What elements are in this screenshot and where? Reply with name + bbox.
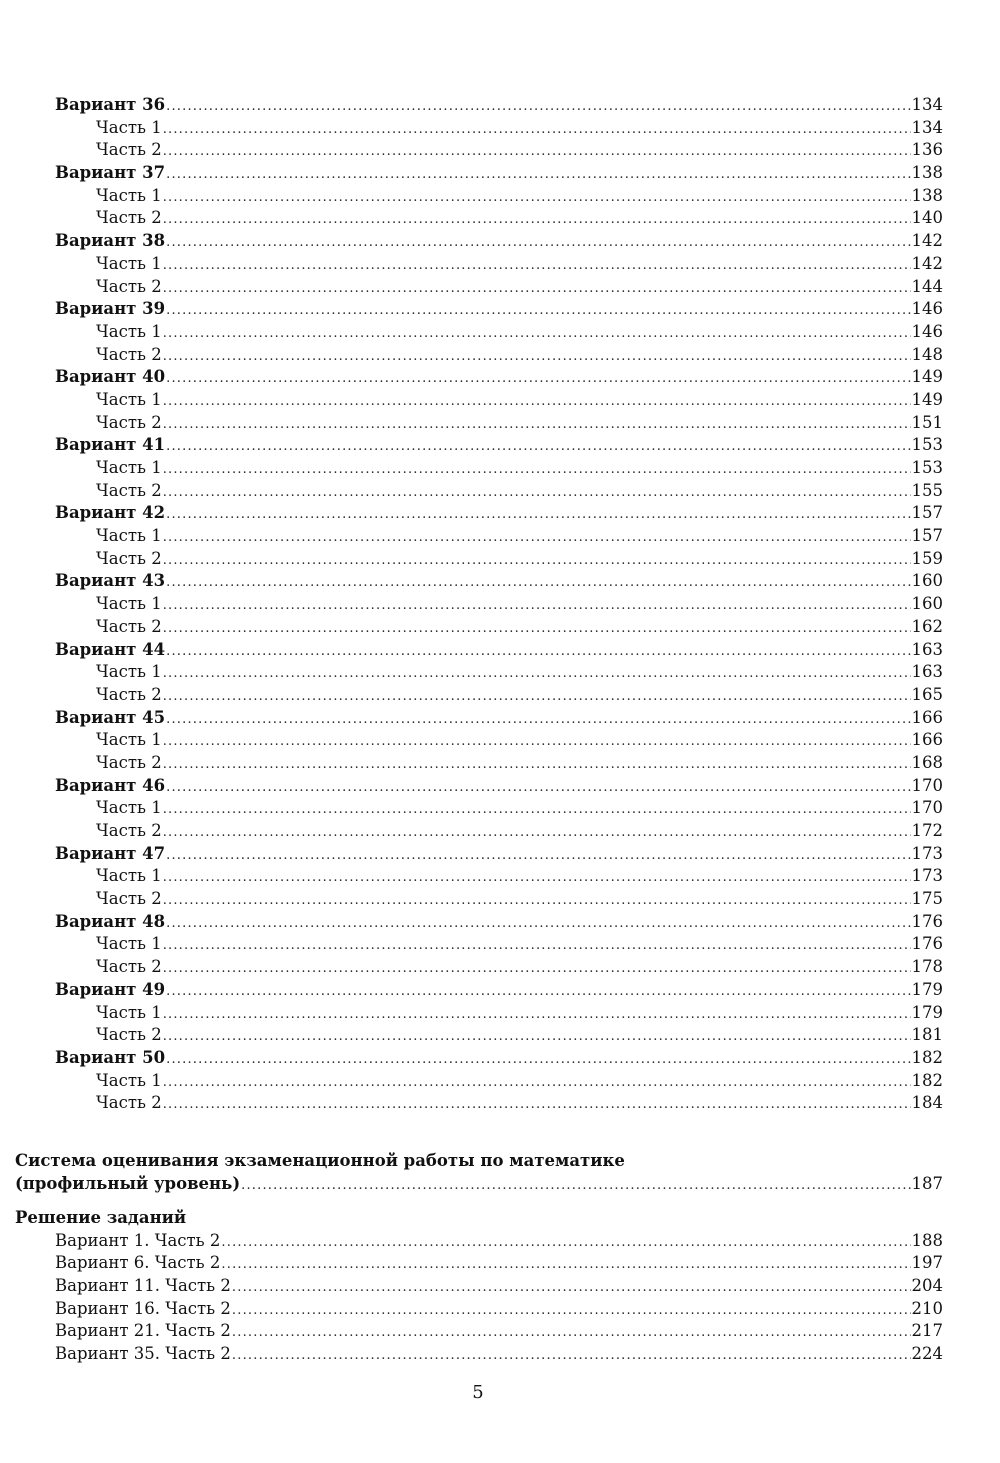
toc-page-number: 163 [911, 662, 943, 682]
toc-page-number: 163 [911, 639, 943, 659]
dot-leader [163, 822, 911, 845]
toc-part-label: Часть 2 [96, 684, 162, 704]
toc-variant-title: Вариант 37 [55, 163, 166, 183]
grading-title-line1: Система оценивания экзаменационной работы по математике [15, 1151, 625, 1170]
toc-part-50-2[interactable] [55, 1092, 943, 1115]
toc-page-number: 217 [911, 1321, 943, 1341]
toc-part-41-1[interactable] [55, 457, 943, 480]
toc-part-45-2[interactable] [55, 752, 943, 775]
dot-leader [163, 346, 911, 369]
toc-variant-47[interactable] [55, 843, 943, 866]
dot-leader [232, 1322, 911, 1345]
toc-part-label: Часть 1 [96, 117, 162, 137]
toc-page-number: 160 [911, 594, 943, 614]
toc-page-number: 172 [911, 821, 943, 840]
toc-page-number: 170 [911, 775, 943, 795]
solutions-item-label: Вариант 21. Часть 2 [55, 1321, 231, 1341]
toc-page-number: 144 [911, 276, 943, 296]
dot-leader [163, 618, 911, 641]
toc-part-label: Часть 1 [96, 321, 162, 341]
toc-variant-title: Вариант 42 [55, 503, 166, 523]
solutions-item-label: Вариант 11. Часть 2 [55, 1276, 231, 1296]
toc-part-40-1[interactable] [55, 389, 943, 412]
toc-variant-46[interactable] [55, 775, 943, 798]
toc-part-44-2[interactable] [55, 684, 943, 707]
toc-part-label: Часть 1 [96, 866, 162, 886]
toc-page-number: 149 [911, 389, 943, 409]
toc-part-label: Часть 2 [96, 889, 162, 909]
page-number: 5 [472, 1382, 484, 1403]
toc-variant-49[interactable] [55, 979, 943, 1002]
toc-variant-title: Вариант 39 [55, 299, 166, 319]
dot-leader [166, 641, 910, 664]
dot-leader [163, 731, 911, 754]
solutions-section [15, 1207, 943, 1366]
toc-page-number: 142 [911, 253, 943, 273]
solutions-item[interactable] [15, 1343, 943, 1366]
toc-page-number: 179 [911, 979, 943, 999]
toc-part-49-2[interactable] [55, 1024, 943, 1047]
toc-page-number: 184 [911, 1093, 943, 1113]
toc-part-37-1[interactable] [55, 185, 943, 208]
toc-page-number: 160 [911, 571, 943, 591]
dot-leader [163, 119, 911, 142]
dot-leader [166, 368, 910, 391]
toc-page-number: 224 [911, 1344, 943, 1364]
dot-leader [163, 482, 911, 505]
toc-variant-title: Вариант 48 [55, 911, 166, 931]
toc-variant-title: Вариант 46 [55, 775, 166, 795]
dot-leader [163, 1072, 911, 1095]
toc-part-36-1[interactable] [55, 117, 943, 140]
toc-variant-title: Вариант 36 [55, 95, 166, 114]
toc-page-number: 149 [911, 367, 943, 387]
toc-part-label: Часть 2 [96, 140, 162, 160]
toc-page-number: 134 [911, 117, 943, 137]
toc-page-number: 134 [911, 95, 943, 114]
toc-part-42-2[interactable] [55, 548, 943, 571]
dot-leader [166, 96, 910, 119]
toc-page-number: 155 [911, 480, 943, 500]
grading-entry[interactable] [15, 1173, 943, 1196]
dot-leader [163, 663, 911, 686]
toc-variant-38[interactable] [55, 230, 943, 253]
dot-leader [232, 1300, 911, 1323]
toc-part-46-1[interactable] [55, 797, 943, 820]
dot-leader [163, 1026, 911, 1049]
solutions-item[interactable] [15, 1275, 943, 1298]
toc-page-number: 151 [911, 412, 943, 432]
dot-leader [166, 709, 910, 732]
toc-page-number: 178 [911, 957, 943, 977]
solutions-item-label: Вариант 35. Часть 2 [55, 1344, 231, 1364]
dot-leader [163, 209, 911, 232]
toc-part-label: Часть 2 [96, 616, 162, 636]
toc-page-number: 153 [911, 435, 943, 455]
toc-part-36-2[interactable] [55, 139, 943, 162]
toc-part-label: Часть 2 [96, 957, 162, 977]
toc-part-label: Часть 2 [96, 276, 162, 296]
toc-page-number: 166 [911, 707, 943, 727]
toc-part-47-2[interactable] [55, 888, 943, 911]
toc-variant-43[interactable] [55, 570, 943, 593]
dot-leader [163, 890, 911, 913]
grading-title-line2: (профильный уровень) [15, 1173, 241, 1193]
solutions-item[interactable] [15, 1230, 943, 1253]
table-of-contents [55, 94, 943, 1115]
toc-page-number: 153 [911, 458, 943, 477]
toc-part-label: Часть 2 [96, 548, 162, 568]
toc-page-number: 168 [911, 752, 943, 772]
dot-leader [163, 187, 911, 210]
toc-part-42-1[interactable] [55, 525, 943, 548]
solutions-heading: Решение заданий [15, 1208, 187, 1227]
toc-part-label: Часть 1 [96, 798, 162, 818]
toc-part-38-1[interactable] [55, 253, 943, 276]
toc-variant-title: Вариант 40 [55, 367, 166, 387]
toc-variant-44[interactable] [55, 639, 943, 662]
dot-leader [166, 981, 910, 1004]
dot-leader [163, 141, 911, 164]
dot-leader [163, 686, 911, 709]
toc-page-number: 182 [911, 1070, 943, 1090]
dot-leader [166, 436, 910, 459]
toc-page-number: 146 [911, 299, 943, 319]
toc-variant-37[interactable] [55, 162, 943, 185]
toc-page-number: 173 [911, 866, 943, 886]
toc-variant-title: Вариант 50 [55, 1047, 166, 1067]
solutions-item-label: Вариант 6. Часть 2 [55, 1253, 221, 1273]
dot-leader [166, 572, 910, 595]
dot-leader [241, 1175, 910, 1198]
toc-variant-50[interactable] [55, 1047, 943, 1070]
toc-variant-title: Вариант 49 [55, 979, 166, 999]
toc-variant-title: Вариант 38 [55, 231, 166, 251]
dot-leader [163, 754, 911, 777]
toc-part-label: Часть 2 [96, 821, 162, 840]
solutions-item-label: Вариант 16. Часть 2 [55, 1298, 231, 1318]
solutions-item-label: Вариант 1. Часть 2 [55, 1230, 221, 1250]
dot-leader [163, 550, 911, 573]
toc-part-39-1[interactable] [55, 321, 943, 344]
dot-leader [163, 255, 911, 278]
toc-page-number: 181 [911, 1025, 943, 1045]
toc-page-number: 179 [911, 1002, 943, 1022]
toc-page-number: 188 [911, 1230, 943, 1250]
toc-part-43-2[interactable] [55, 616, 943, 639]
toc-part-label: Часть 1 [96, 594, 162, 614]
toc-page-number: 187 [911, 1173, 943, 1193]
toc-variant-title: Вариант 43 [55, 571, 166, 591]
dot-leader [163, 867, 911, 890]
dot-leader [163, 958, 911, 981]
toc-part-label: Часть 1 [96, 253, 162, 273]
grading-section[interactable] [15, 1150, 943, 1195]
toc-part-label: Часть 2 [96, 412, 162, 432]
toc-page-number: 176 [911, 934, 943, 954]
toc-part-48-1[interactable] [55, 933, 943, 956]
dot-leader [163, 323, 911, 346]
toc-part-label: Часть 1 [96, 662, 162, 682]
toc-variant-40[interactable] [55, 366, 943, 389]
toc-part-label: Часть 1 [96, 1070, 162, 1090]
toc-page-number: 148 [911, 344, 943, 364]
dot-leader [166, 1049, 910, 1072]
toc-part-label: Часть 1 [96, 526, 162, 546]
dot-leader [163, 595, 911, 618]
toc-page-number: 165 [911, 684, 943, 704]
toc-part-45-1[interactable] [55, 729, 943, 752]
toc-part-40-2[interactable] [55, 412, 943, 435]
dot-leader [163, 527, 911, 550]
dot-leader [163, 799, 911, 822]
toc-page-number: 182 [911, 1047, 943, 1067]
toc-variant-41[interactable] [55, 434, 943, 457]
toc-page-number: 166 [911, 730, 943, 750]
toc-part-39-2[interactable] [55, 344, 943, 367]
toc-page-number: 175 [911, 889, 943, 909]
toc-page-number: 157 [911, 503, 943, 523]
toc-page-number: 146 [911, 321, 943, 341]
toc-variant-title: Вариант 44 [55, 639, 166, 659]
toc-part-label: Часть 2 [96, 1093, 162, 1113]
toc-part-38-2[interactable] [55, 276, 943, 299]
toc-part-label: Часть 2 [96, 1025, 162, 1045]
toc-page-number: 138 [911, 163, 943, 183]
dot-leader [166, 504, 910, 527]
dot-leader [163, 391, 911, 414]
dot-leader [166, 845, 910, 868]
dot-leader [163, 1094, 911, 1117]
solutions-item[interactable] [15, 1252, 943, 1275]
dot-leader [163, 1004, 911, 1027]
toc-part-label: Часть 1 [96, 934, 162, 954]
toc-variant-title: Вариант 45 [55, 707, 166, 727]
dot-leader [166, 300, 910, 323]
toc-variant-45[interactable] [55, 707, 943, 730]
toc-variant-39[interactable] [55, 298, 943, 321]
toc-part-label: Часть 2 [96, 480, 162, 500]
dot-leader [221, 1254, 910, 1277]
dot-leader [232, 1345, 911, 1368]
toc-page-number: 142 [911, 231, 943, 251]
dot-leader [163, 935, 911, 958]
toc-part-41-2[interactable] [55, 480, 943, 503]
toc-part-43-1[interactable] [55, 593, 943, 616]
solutions-item[interactable] [15, 1320, 943, 1343]
solutions-item[interactable] [15, 1298, 943, 1321]
toc-page-number: 176 [911, 911, 943, 931]
toc-page-number: 197 [911, 1253, 943, 1273]
toc-part-46-2[interactable] [55, 820, 943, 843]
toc-page-number: 159 [911, 548, 943, 568]
toc-part-49-1[interactable] [55, 1002, 943, 1025]
toc-part-label: Часть 1 [96, 185, 162, 205]
toc-part-label: Часть 2 [96, 344, 162, 364]
toc-part-44-1[interactable] [55, 661, 943, 684]
toc-page-number: 162 [911, 616, 943, 636]
toc-part-label: Часть 1 [96, 389, 162, 409]
toc-part-50-1[interactable] [55, 1070, 943, 1093]
toc-variant-title: Вариант 47 [55, 843, 166, 863]
toc-part-label: Часть 2 [96, 208, 162, 228]
dot-leader [166, 232, 910, 255]
toc-part-48-2[interactable] [55, 956, 943, 979]
toc-page-number: 136 [911, 140, 943, 160]
toc-page-number: 170 [911, 798, 943, 818]
toc-part-47-1[interactable] [55, 865, 943, 888]
toc-page-number: 210 [911, 1298, 943, 1318]
dot-leader [221, 1232, 910, 1255]
toc-variant-48[interactable] [55, 911, 943, 934]
toc-variant-36[interactable] [55, 94, 943, 117]
dot-leader [163, 459, 911, 482]
toc-part-label: Часть 1 [96, 730, 162, 750]
dot-leader [163, 278, 911, 301]
dot-leader [232, 1277, 911, 1300]
dot-leader [166, 777, 910, 800]
toc-page-number: 157 [911, 526, 943, 546]
dot-leader [166, 913, 910, 936]
toc-part-37-2[interactable] [55, 207, 943, 230]
toc-page-number: 173 [911, 843, 943, 863]
toc-part-label: Часть 1 [96, 458, 162, 477]
toc-page-number: 204 [911, 1276, 943, 1296]
toc-part-label: Часть 2 [96, 752, 162, 772]
toc-variant-42[interactable] [55, 502, 943, 525]
toc-page-number: 140 [911, 208, 943, 228]
dot-leader [163, 414, 911, 437]
toc-variant-title: Вариант 41 [55, 435, 166, 455]
dot-leader [166, 164, 910, 187]
toc-part-label: Часть 1 [96, 1002, 162, 1022]
toc-page-number: 138 [911, 185, 943, 205]
